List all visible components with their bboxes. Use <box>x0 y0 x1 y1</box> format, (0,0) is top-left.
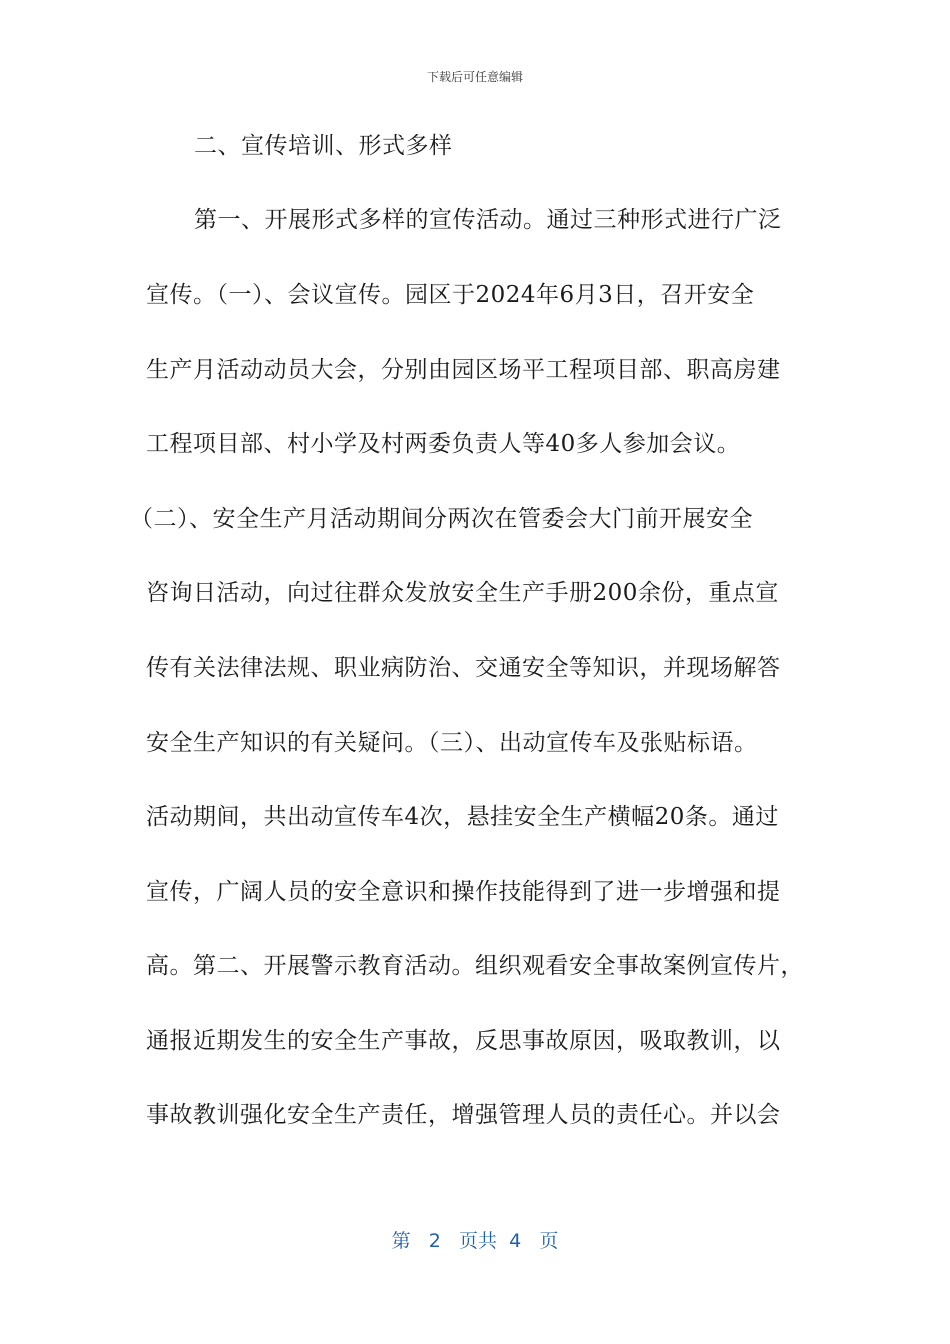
paragraph-line: 事故教训强化安全生产责任，增强管理人员的责任心。并以会 <box>146 1102 781 1128</box>
footer-label-end: 页 <box>539 1230 559 1252</box>
paragraph-line: 宣传，广阔人员的安全意识和操作技能得到了进一步增强和提 <box>146 879 781 905</box>
paragraph-line: （二）、安全生产月活动期间分两次在管委会大门前开展安全 <box>130 506 753 532</box>
paragraph-line: 宣传。（一）、会议宣传。园区于2024年6月3日，召开安全 <box>146 282 755 308</box>
paragraph-line: 安全生产知识的有关疑问。（三）、出动宣传车及张贴标语。 <box>146 730 758 756</box>
paragraph-line: 高。第二、开展警示教育活动。组织观看安全事故案例宣传片， <box>146 953 804 979</box>
footer-current-page: 2 <box>428 1230 441 1252</box>
page-number-footer <box>0 1226 950 1253</box>
paragraph-line: 第一、开展形式多样的宣传活动。通过三种形式进行广泛 <box>194 207 782 233</box>
paragraph-line: 工程项目部、村小学及村两委负责人等40多人参加会议。 <box>146 431 741 457</box>
paragraph-line: 咨询日活动，向过往群众发放安全生产手册200余份，重点宣 <box>146 580 779 606</box>
footer-label-page: 第 <box>391 1230 411 1252</box>
paragraph-line: 通报近期发生的安全生产事故，反思事故原因，吸取教训，以 <box>146 1028 781 1054</box>
footer-label-total: 页共 <box>459 1230 498 1252</box>
paragraph-line: 生产月活动动员大会，分别由园区场平工程项目部、职高房建 <box>146 357 781 383</box>
paragraph-line: 活动期间，共出动宣传车4次，悬挂安全生产横幅20条。通过 <box>146 804 779 830</box>
paragraph-line: 传有关法律法规、职业病防治、交通安全等知识，并现场解答 <box>146 655 781 681</box>
footer-total-pages: 4 <box>509 1230 522 1252</box>
header-note: 下载后可任意编辑 <box>426 70 523 84</box>
section-heading: 二、宣传培训、形式多样 <box>194 133 453 159</box>
